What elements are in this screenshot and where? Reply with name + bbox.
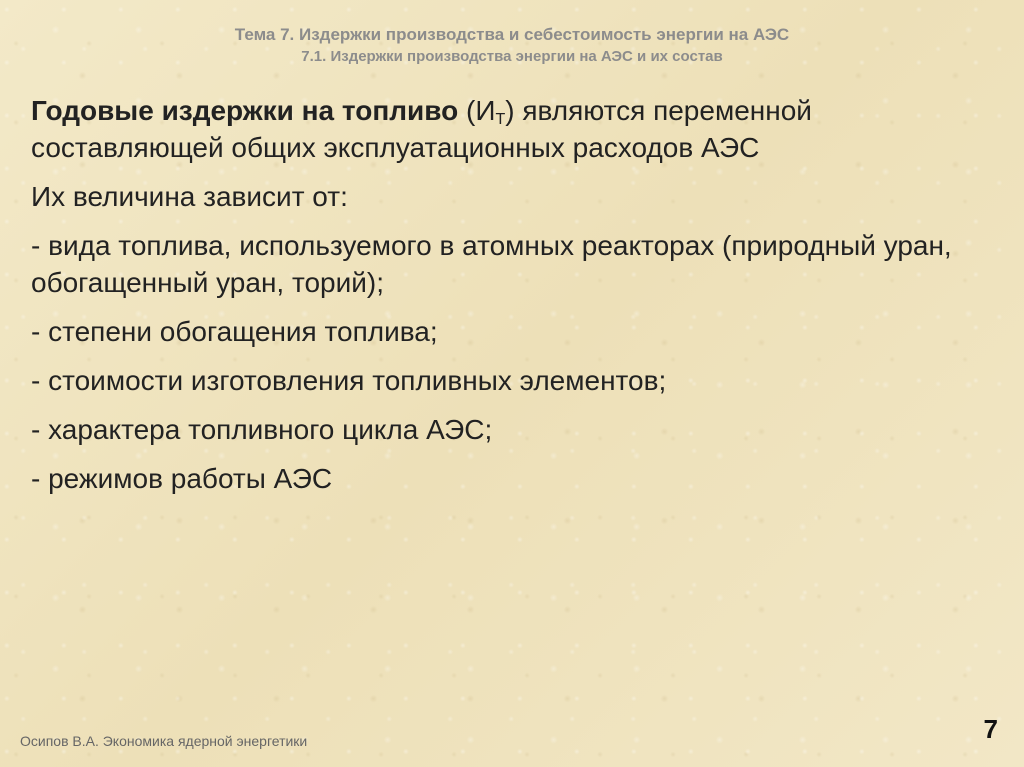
depends-intro: Их величина зависит от: (31, 181, 348, 212)
lead-subscript: Т (495, 111, 506, 128)
subtopic-title: 7.1. Издержки производства энергии на АЭС и их состав (301, 48, 723, 65)
lead-paren-open: (И (458, 95, 496, 126)
list-item-fuel-element-cost: - стоимости изготовления топливных элементов; (31, 365, 667, 396)
list-item-enrichment: - степени обогащения топлива; (31, 316, 438, 347)
footer-author: Осипов В.А. Экономика ядерной энергетики (20, 733, 308, 749)
topic-title: Тема 7. Издержки производства и себестоимость энергии на АЭС (234, 25, 790, 44)
lead-paragraph (31, 92, 1001, 166)
list-item-fuel-type: - вида топлива, используемого в атомных реакторах (природный уран, обогащенный уран, торий); (31, 230, 952, 298)
slide-header (0, 24, 1024, 67)
page-number: 7 (983, 714, 998, 744)
slide-content (31, 92, 1001, 509)
list-item-operating-modes: - режимов работы АЭС (31, 463, 333, 494)
list-item-fuel-cycle: - характера топливного цикла АЭС; (31, 414, 493, 445)
lead-bold-text: Годовые издержки на топливо (31, 95, 459, 126)
lead-rest-text: ) являются переменной составляющей общих эксплуатационных расходов АЭС (31, 95, 812, 163)
